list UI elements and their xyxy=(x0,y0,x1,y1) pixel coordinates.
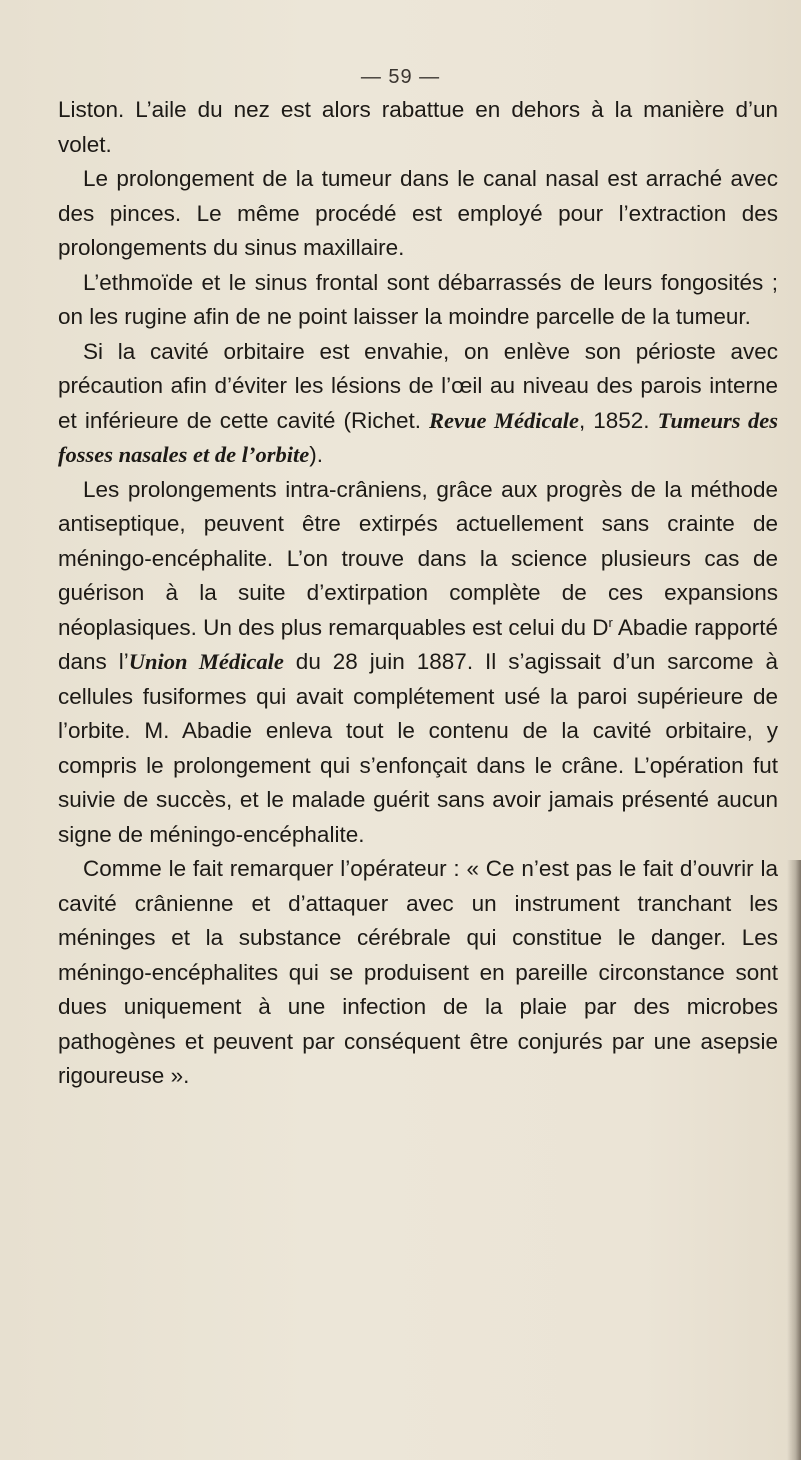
text-segment: Abadie rapporté dans l’ xyxy=(58,614,778,674)
page-edge-shadow xyxy=(787,860,801,1460)
journal-title: Revue Médicale xyxy=(429,407,579,433)
paragraph-citation: Comme le fait remarquer l’opérateur : « Ce n’est pas le fait d’ouvrir la cavité crânienne et d’attaquer avec un instrument tranchant les méninges et la substance cérébrale qui constitue le danger. Les méningo-encéphalites qui se produisent en pareille circonstance sont dues uniquement à une infection de la plaie par des microbes pathogènes et peuvent par conséquent être conjurés par une asepsie rigoureuse ». xyxy=(58,856,778,1088)
body-text xyxy=(58,93,778,1094)
paragraph-ethmoide: L’ethmoïde et le sinus frontal sont débarrassés de leurs fongosités ; on les rugine afin de ne point laisser la moindre parcelle de la tumeur. xyxy=(58,269,778,329)
page-number: — 59 — xyxy=(360,66,441,88)
text-segment: ). xyxy=(309,442,323,467)
article-title: Tumeurs des fosses nasales et de l’orbite xyxy=(58,407,778,467)
superscript: r xyxy=(608,614,613,630)
paragraph-canal-nasal: Le prolongement de la tumeur dans le canal nasal est arraché avec des pinces. Le même procédé est employé pour l’extraction des prolongements du sinus maxillaire. xyxy=(58,166,778,260)
journal-title: Union Médicale xyxy=(128,649,284,674)
text-segment: Les prolongements intra-crâniens, grâce aux progrès de la méthode antiseptique, peuvent être extirpés actuellement sans crainte de méningo-encéphalite. L’on trouve dans la science plusieurs cas de guérison à la suite d’extirpation complète de ces expansions néoplasiques. Un des plus remarquables est celui du D xyxy=(58,476,778,640)
text-segment: , 1852. xyxy=(578,407,658,433)
text-segment: Si la cavité orbitaire est envahie, on enlève son périoste avec précaution afin d’éviter les lésions de l’œil au niveau des parois interne et inférieure de cette cavité (Richet. xyxy=(58,338,778,433)
paragraph-prolongements xyxy=(58,473,778,853)
paragraph-liston: Liston. L’aile du nez est alors rabattue en dehors à la manière d’un volet. xyxy=(58,97,778,157)
text-segment: du 28 juin 1887. Il s’agissait d’un sarcome à cellules fusiformes qui avait complétement usé la paroi supérieure de l’orbite. M. Abadie enleva tout le contenu de la cavité orbitaire, y compris le prolongement qui s’enfonçait dans le crâne. L’opération fut suivie de succès, et le malade guérit sans avoir jamais présenté aucun signe de méningo-encéphalite. xyxy=(58,649,778,847)
paragraph-cavite-orbitaire xyxy=(58,335,778,473)
